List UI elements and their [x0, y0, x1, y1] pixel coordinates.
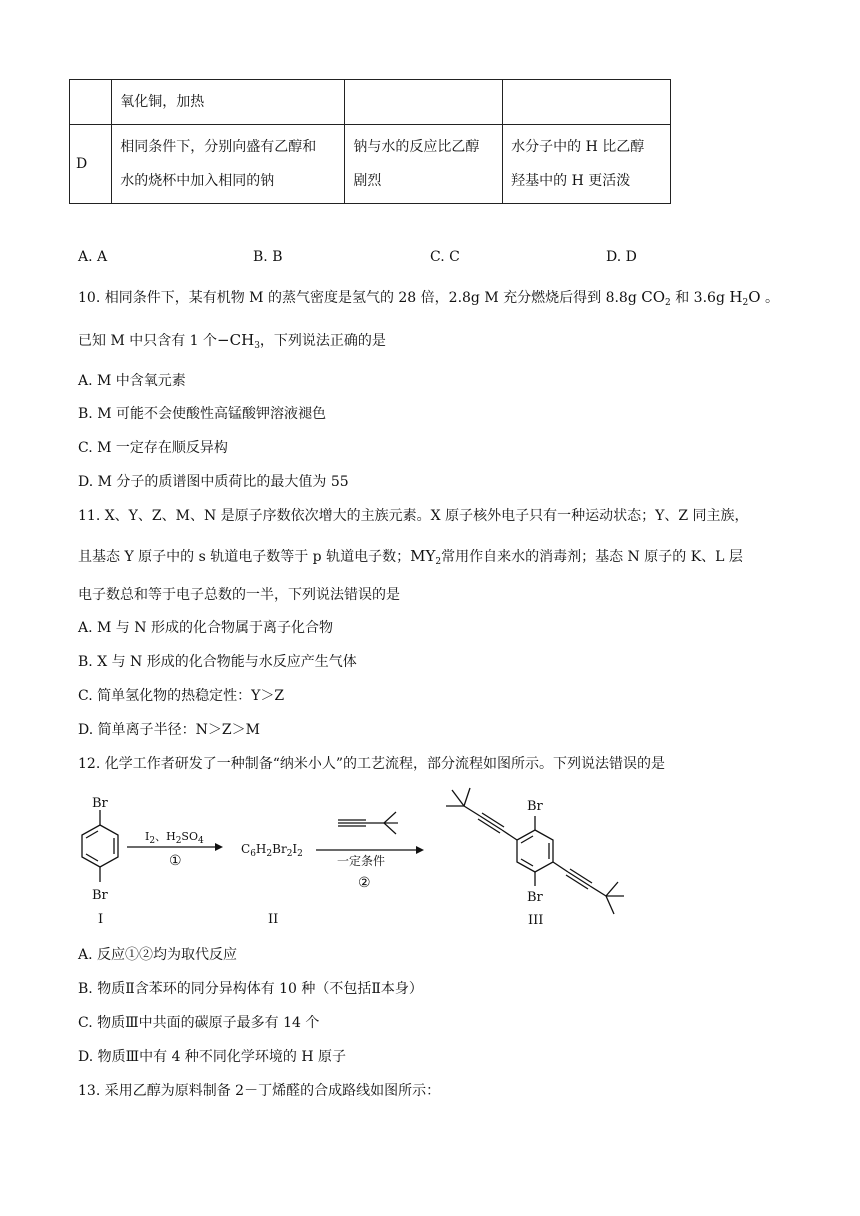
q11-option-c: C. 简单氢化物的热稳定性：Y＞Z: [78, 688, 285, 704]
table-cell-label: [70, 80, 112, 125]
q9-table: [69, 79, 671, 204]
q9-option-b: B. B: [253, 249, 283, 265]
q10-option-d: D. M 分子的质谱图中质荷比的最大值为 55: [78, 474, 349, 490]
q11-stem-line-2: 且基态 Y 原子中的 s 轨道电子数等于 p 轨道电子数；$MY_2$常用作自来水的消毒剂；基态 N 原子的 K、L 层: [78, 547, 743, 567]
q12-option-d: D. 物质Ⅲ中有 4 种不同化学环境的 H 原子: [78, 1049, 347, 1065]
q11-stem-line-3: 电子数总和等于电子总数的一半，下列说法错误的是: [78, 587, 400, 603]
compound-ii-label: II: [268, 912, 279, 927]
ch3-formula: $-CH_3$: [217, 331, 260, 351]
q11-option-a: A. M 与 N 形成的化合物属于离子化合物: [78, 620, 333, 636]
my2-formula: $MY_2$: [410, 547, 442, 567]
compound-i-br-bottom: Br: [92, 888, 108, 903]
tert-butylacetylene-structure: [336, 808, 406, 838]
co2-formula: $CO_2$: [641, 288, 671, 308]
q10-stem-line-1: 10. 相同条件下，某有机物 M 的蒸气密度是氢气的 28 倍，2.8g M 充分燃烧后得到 8.8g $CO_2$ 和 3.6g $H_2O$ 。: [78, 288, 779, 308]
table-cell-phenomenon: [345, 125, 503, 204]
compound-iii-br-top: Br: [527, 799, 543, 814]
table-row: [70, 125, 671, 204]
q12-option-c: C. 物质Ⅲ中共面的碳原子最多有 14 个: [78, 1015, 320, 1031]
conclusion-line-2: 羟基中的 H 更活泼: [511, 173, 631, 189]
h2o-formula: $H_2O$: [729, 288, 761, 308]
q11-stem-line-1: 11. X、Y、Z、M、N 是原子序数依次增大的主族元素。X 原子核外电子只有一种运动状态；Y、Z 同主族，: [78, 508, 749, 524]
table-cell-conclusion: [503, 80, 671, 125]
q12-stem: 12. 化学工作者研发了一种制备“纳米小人”的工艺流程，部分流程如图所示。下列说法错误的是: [78, 756, 666, 772]
condition-step-2: 一定条件: [337, 854, 386, 868]
table-cell-label: D: [70, 125, 112, 204]
q10-option-c: C. M 一定存在顺反异构: [78, 440, 228, 456]
q10-stem-line-2: 已知 M 中只含有 1 个$-CH_3$，下列说法正确的是: [78, 331, 386, 351]
compound-i-br-top: Br: [92, 796, 108, 811]
q10-option-b: B. M 可能不会使酸性高锰酸钾溶液褪色: [78, 406, 326, 422]
table-row: [70, 80, 671, 125]
table-cell-method: 氧化铜，加热: [112, 80, 345, 125]
q13-stem: 13. 采用乙醇为原料制备 2－丁烯醛的合成路线如图所示：: [78, 1083, 441, 1099]
method-line-2: 水的烧杯中加入相同的钠: [120, 173, 275, 189]
phenomenon-line-2: 剧烈: [353, 173, 382, 189]
table-cell-phenomenon: [345, 80, 503, 125]
compound-iii-label: III: [528, 913, 544, 928]
compound-ii-formula: $C_6H_2Br_2I_2$: [241, 842, 303, 859]
conclusion-line-1: 水分子中的 H 比乙醇: [511, 139, 645, 155]
q11-option-b: B. X 与 N 形成的化合物能与水反应产生气体: [78, 654, 357, 670]
step-2-marker: ②: [358, 875, 371, 891]
q9-option-c: C. C: [430, 249, 460, 265]
step-1-marker: ①: [169, 853, 182, 869]
q12-option-b: B. 物质Ⅱ含苯环的同分异构体有 10 种（不包括Ⅱ本身）: [78, 981, 423, 997]
table-cell-method: [112, 125, 345, 204]
compound-i-structure: [70, 790, 130, 930]
q11-option-d: D. 简单离子半径：N＞Z＞M: [78, 722, 260, 738]
method-line-1: 相同条件下，分别向盛有乙醇和: [120, 139, 317, 155]
table-cell-conclusion: [503, 125, 671, 204]
q10-option-a: A. M 中含氧元素: [78, 373, 186, 389]
q9-option-d: D. D: [606, 249, 637, 265]
compound-i-label: I: [98, 912, 104, 927]
phenomenon-line-1: 钠与水的反应比乙醇: [353, 139, 480, 155]
compound-iii-br-bottom: Br: [527, 890, 543, 905]
q9-option-a: A. A: [78, 249, 108, 265]
q12-option-a: A. 反应①②均为取代反应: [78, 947, 238, 963]
reagent-step-1: $I_2$、$H_2SO_4$: [145, 830, 204, 846]
